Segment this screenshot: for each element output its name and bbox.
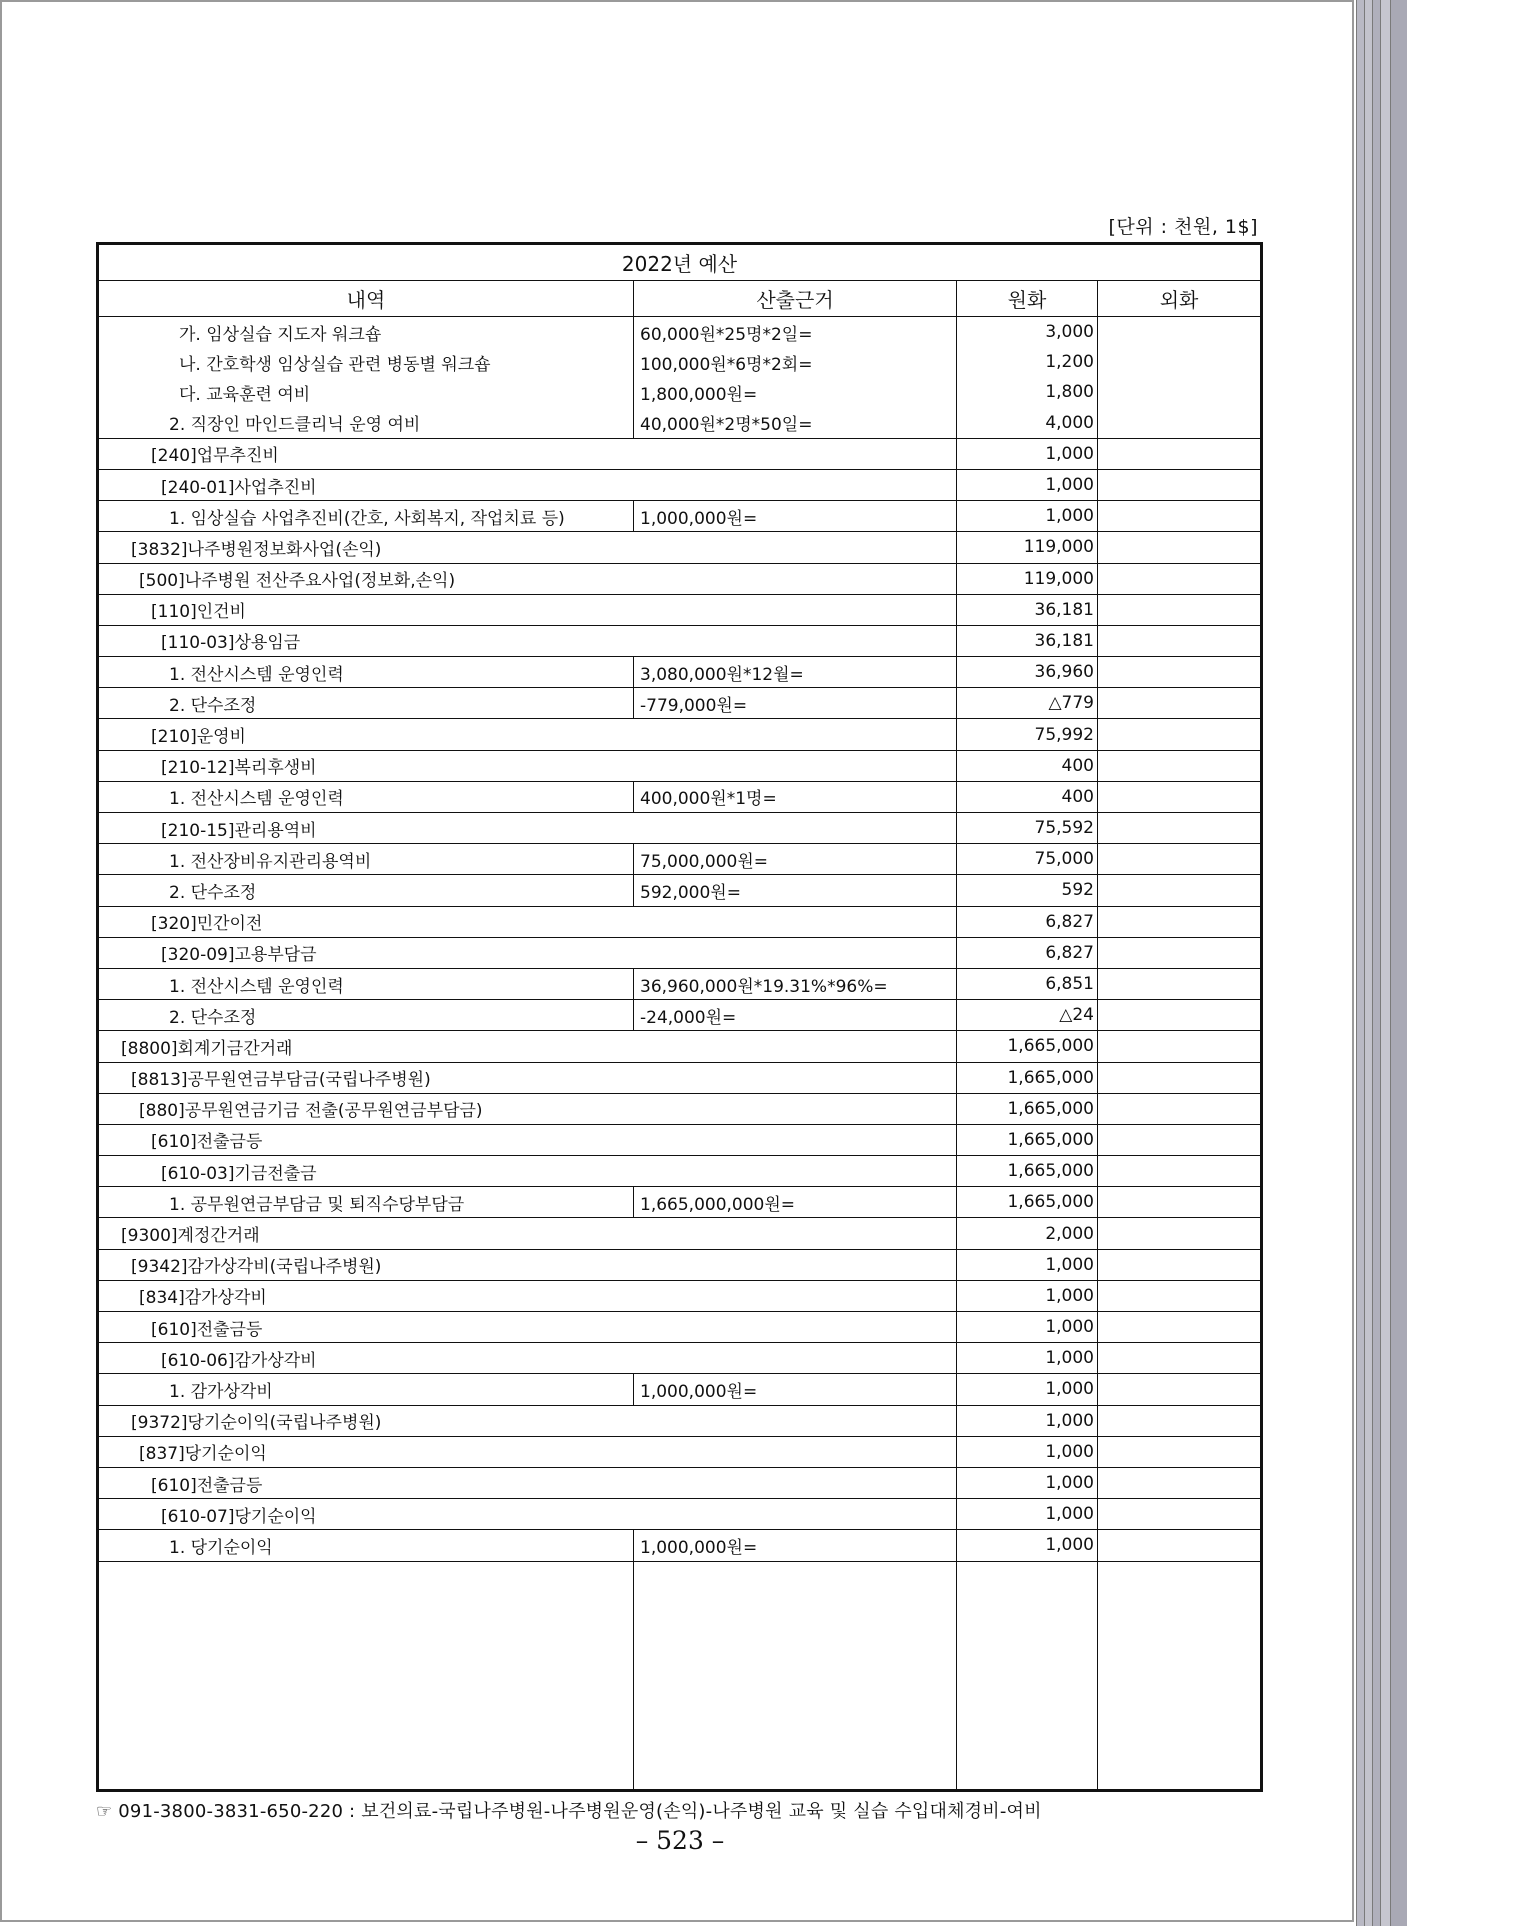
cell-fx xyxy=(1098,469,1262,500)
cell-calc: 60,000원*25명*2일= xyxy=(634,317,957,348)
table-row xyxy=(98,1436,1262,1467)
table-row xyxy=(98,1499,1262,1530)
cell-desc: 2. 단수조정 xyxy=(98,1000,634,1031)
cell-won: 36,960 xyxy=(957,657,1098,688)
cell-fx xyxy=(1098,438,1262,469)
cell-won: 1,000 xyxy=(957,438,1098,469)
page-number: – 523 – xyxy=(635,1826,725,1855)
cell-calc: 400,000원*1명= xyxy=(634,781,957,812)
table-row xyxy=(98,750,1262,781)
cell-won: 1,000 xyxy=(957,1312,1098,1343)
cell-fx xyxy=(1098,875,1262,906)
page-stack-edge xyxy=(1390,0,1407,1926)
table-row xyxy=(98,1467,1262,1498)
cell-fx xyxy=(1098,1312,1262,1343)
cell-desc: 1. 감가상각비 xyxy=(98,1374,634,1405)
table-row xyxy=(98,1374,1262,1405)
cell-fx xyxy=(1098,719,1262,750)
cell-won: 1,665,000 xyxy=(957,1093,1098,1124)
cell-won: 75,592 xyxy=(957,813,1098,844)
cell-won: 1,000 xyxy=(957,1530,1098,1561)
table-row xyxy=(98,906,1262,937)
cell-fx xyxy=(1098,532,1262,563)
cell-won: 36,181 xyxy=(957,594,1098,625)
cell-fx xyxy=(1098,1530,1262,1561)
table-row xyxy=(98,1093,1262,1124)
cell-fx xyxy=(1098,1436,1262,1467)
cell-desc: [210]운영비 xyxy=(98,719,957,750)
table-row xyxy=(98,532,1262,563)
cell-won: 1,665,000 xyxy=(957,1062,1098,1093)
cell-won: 1,200 xyxy=(957,347,1098,377)
cell-desc: 나. 간호학생 임상실습 관련 병동별 워크숍 xyxy=(98,347,634,377)
cell-calc: -779,000원= xyxy=(634,688,957,719)
cell-desc: [320]민간이전 xyxy=(98,906,957,937)
cell-desc: [500]나주병원 전산주요사업(정보화,손익) xyxy=(98,563,957,594)
cell-fx xyxy=(1098,906,1262,937)
cell-won: 1,000 xyxy=(957,501,1098,532)
cell-won: 3,000 xyxy=(957,317,1098,348)
table-row xyxy=(98,377,1262,407)
cell-won: 75,000 xyxy=(957,844,1098,875)
cell-fx xyxy=(1098,1280,1262,1311)
table-row xyxy=(98,1187,1262,1218)
table-row xyxy=(98,563,1262,594)
cell-calc: 100,000원*6명*2회= xyxy=(634,347,957,377)
header-desc: 내역 xyxy=(98,281,634,317)
unit-label: [단위 : 천원, 1$] xyxy=(1108,216,1258,238)
table-row xyxy=(98,501,1262,532)
filler-cell xyxy=(1098,1561,1262,1791)
cell-won: 1,665,000 xyxy=(957,1124,1098,1155)
cell-fx xyxy=(1098,1000,1262,1031)
table-row xyxy=(98,1405,1262,1436)
table-row xyxy=(98,937,1262,968)
cell-calc: -24,000원= xyxy=(634,1000,957,1031)
table-row xyxy=(98,625,1262,656)
cell-fx xyxy=(1098,781,1262,812)
cell-fx xyxy=(1098,688,1262,719)
cell-won: 6,851 xyxy=(957,968,1098,999)
cell-desc: [610]전출금등 xyxy=(98,1312,957,1343)
cell-desc: [610]전출금등 xyxy=(98,1124,957,1155)
table-row xyxy=(98,1124,1262,1155)
cell-won: 6,827 xyxy=(957,906,1098,937)
cell-desc: [320-09]고용부담금 xyxy=(98,937,957,968)
cell-calc: 1,000,000원= xyxy=(634,1530,957,1561)
cell-calc: 1,000,000원= xyxy=(634,501,957,532)
cell-desc: [880]공무원연금기금 전출(공무원연금부담금) xyxy=(98,1093,957,1124)
table-row xyxy=(98,875,1262,906)
cell-fx xyxy=(1098,1093,1262,1124)
cell-won: 119,000 xyxy=(957,563,1098,594)
table-row xyxy=(98,1062,1262,1093)
cell-won: 1,000 xyxy=(957,1405,1098,1436)
cell-fx xyxy=(1098,1062,1262,1093)
filler-cell xyxy=(634,1561,957,1791)
table-row xyxy=(98,844,1262,875)
cell-desc: [9342]감가상각비(국립나주병원) xyxy=(98,1249,957,1280)
table-row xyxy=(98,469,1262,500)
table-row xyxy=(98,408,1262,439)
cell-desc: [110]인건비 xyxy=(98,594,957,625)
cell-desc: [3832]나주병원정보화사업(손익) xyxy=(98,532,957,563)
cell-won: 6,827 xyxy=(957,937,1098,968)
cell-won: 1,000 xyxy=(957,1280,1098,1311)
header-calc: 산출근거 xyxy=(634,281,957,317)
table-row xyxy=(98,594,1262,625)
cell-won: 1,665,000 xyxy=(957,1187,1098,1218)
table-row xyxy=(98,1530,1262,1561)
cell-desc: 1. 임상실습 사업추진비(간호, 사회복지, 작업치료 등) xyxy=(98,501,634,532)
cell-calc: 592,000원= xyxy=(634,875,957,906)
cell-calc: 1,665,000,000원= xyxy=(634,1187,957,1218)
cell-won: 400 xyxy=(957,781,1098,812)
cell-desc: [9300]계정간거래 xyxy=(98,1218,957,1249)
table-row xyxy=(98,1031,1262,1062)
cell-calc: 40,000원*2명*50일= xyxy=(634,408,957,439)
table-row xyxy=(98,1249,1262,1280)
cell-won: 592 xyxy=(957,875,1098,906)
filler-cell xyxy=(98,1561,634,1791)
cell-desc: 1. 전산시스템 운영인력 xyxy=(98,781,634,812)
cell-fx xyxy=(1098,937,1262,968)
cell-fx xyxy=(1098,625,1262,656)
cell-fx xyxy=(1098,1405,1262,1436)
cell-calc: 75,000,000원= xyxy=(634,844,957,875)
cell-won: △24 xyxy=(957,1000,1098,1031)
cell-fx xyxy=(1098,501,1262,532)
table-row xyxy=(98,1218,1262,1249)
cell-fx xyxy=(1098,813,1262,844)
cell-fx xyxy=(1098,347,1262,377)
cell-calc: 3,080,000원*12월= xyxy=(634,657,957,688)
cell-won: 4,000 xyxy=(957,408,1098,439)
cell-desc: [610-06]감가상각비 xyxy=(98,1343,957,1374)
cell-calc: 1,000,000원= xyxy=(634,1374,957,1405)
cell-desc: 1. 전산시스템 운영인력 xyxy=(98,657,634,688)
cell-desc: 다. 교육훈련 여비 xyxy=(98,377,634,407)
cell-calc: 1,800,000원= xyxy=(634,377,957,407)
table-row xyxy=(98,688,1262,719)
cell-fx xyxy=(1098,594,1262,625)
cell-desc: [834]감가상각비 xyxy=(98,1280,957,1311)
cell-fx xyxy=(1098,317,1262,348)
cell-desc: 1. 전산시스템 운영인력 xyxy=(98,968,634,999)
cell-fx xyxy=(1098,657,1262,688)
cell-won: 1,000 xyxy=(957,1249,1098,1280)
cell-fx xyxy=(1098,1031,1262,1062)
cell-fx xyxy=(1098,1374,1262,1405)
cell-desc: 가. 임상실습 지도자 워크숍 xyxy=(98,317,634,348)
table-title: 2022년 예산 xyxy=(98,244,1262,281)
cell-desc: [837]당기순이익 xyxy=(98,1436,957,1467)
cell-won: 1,000 xyxy=(957,1343,1098,1374)
cell-won: 1,000 xyxy=(957,1467,1098,1498)
cell-desc: 1. 당기순이익 xyxy=(98,1530,634,1561)
cell-fx xyxy=(1098,1249,1262,1280)
cell-desc: [610]전출금등 xyxy=(98,1467,957,1498)
cell-fx xyxy=(1098,1343,1262,1374)
cell-fx xyxy=(1098,377,1262,407)
header-won: 원화 xyxy=(957,281,1098,317)
header-fx: 외화 xyxy=(1098,281,1262,317)
cell-won: 1,000 xyxy=(957,1436,1098,1467)
cell-won: 1,000 xyxy=(957,1499,1098,1530)
cell-won: △779 xyxy=(957,688,1098,719)
table-row xyxy=(98,781,1262,812)
cell-desc: [110-03]상용임금 xyxy=(98,625,957,656)
cell-won: 1,800 xyxy=(957,377,1098,407)
cell-desc: [8800]회계기금간거래 xyxy=(98,1031,957,1062)
table-row xyxy=(98,813,1262,844)
cell-fx xyxy=(1098,1187,1262,1218)
cell-won: 1,665,000 xyxy=(957,1031,1098,1062)
cell-calc: 36,960,000원*19.31%*96%= xyxy=(634,968,957,999)
table-row xyxy=(98,317,1262,348)
table-row xyxy=(98,1343,1262,1374)
filler-cell xyxy=(957,1561,1098,1791)
cell-desc: [9372]당기순이익(국립나주병원) xyxy=(98,1405,957,1436)
cell-desc: 2. 단수조정 xyxy=(98,875,634,906)
cell-fx xyxy=(1098,1218,1262,1249)
cell-won: 400 xyxy=(957,750,1098,781)
table-row xyxy=(98,1156,1262,1187)
cell-fx xyxy=(1098,1156,1262,1187)
cell-fx xyxy=(1098,563,1262,594)
cell-won: 1,000 xyxy=(957,469,1098,500)
cell-fx xyxy=(1098,844,1262,875)
cell-desc: [210-12]복리후생비 xyxy=(98,750,957,781)
cell-desc: 1. 전산장비유지관리용역비 xyxy=(98,844,634,875)
budget-table xyxy=(96,242,1263,1792)
cell-desc: [610-03]기금전출금 xyxy=(98,1156,957,1187)
cell-fx xyxy=(1098,750,1262,781)
table-body xyxy=(98,317,1262,1791)
footnote: ☞ 091-3800-3831-650-220 : 보건의료-국립나주병원-나주병원운영(손익)-나주병원 교육 및 실습 수입대체경비-여비 xyxy=(96,1801,1042,1822)
table-row xyxy=(98,1280,1262,1311)
cell-desc: 2. 직장인 마인드클리닉 운영 여비 xyxy=(98,408,634,439)
table-row xyxy=(98,657,1262,688)
table-row xyxy=(98,1312,1262,1343)
cell-desc: 2. 단수조정 xyxy=(98,688,634,719)
cell-won: 1,000 xyxy=(957,1374,1098,1405)
cell-desc: [210-15]관리용역비 xyxy=(98,813,957,844)
table-row xyxy=(98,719,1262,750)
cell-fx xyxy=(1098,1124,1262,1155)
cell-desc: [610-07]당기순이익 xyxy=(98,1499,957,1530)
cell-desc: [240-01]사업추진비 xyxy=(98,469,957,500)
cell-fx xyxy=(1098,968,1262,999)
table-row xyxy=(98,968,1262,999)
table-row xyxy=(98,438,1262,469)
cell-desc: [8813]공무원연금부담금(국립나주병원) xyxy=(98,1062,957,1093)
table-row xyxy=(98,347,1262,377)
filler-row xyxy=(98,1561,1262,1791)
cell-fx xyxy=(1098,1499,1262,1530)
table-row xyxy=(98,1000,1262,1031)
cell-won: 75,992 xyxy=(957,719,1098,750)
cell-won: 36,181 xyxy=(957,625,1098,656)
cell-won: 119,000 xyxy=(957,532,1098,563)
cell-fx xyxy=(1098,408,1262,439)
cell-won: 1,665,000 xyxy=(957,1156,1098,1187)
cell-desc: 1. 공무원연금부담금 및 퇴직수당부담금 xyxy=(98,1187,634,1218)
cell-fx xyxy=(1098,1467,1262,1498)
cell-desc: [240]업무추진비 xyxy=(98,438,957,469)
cell-won: 2,000 xyxy=(957,1218,1098,1249)
